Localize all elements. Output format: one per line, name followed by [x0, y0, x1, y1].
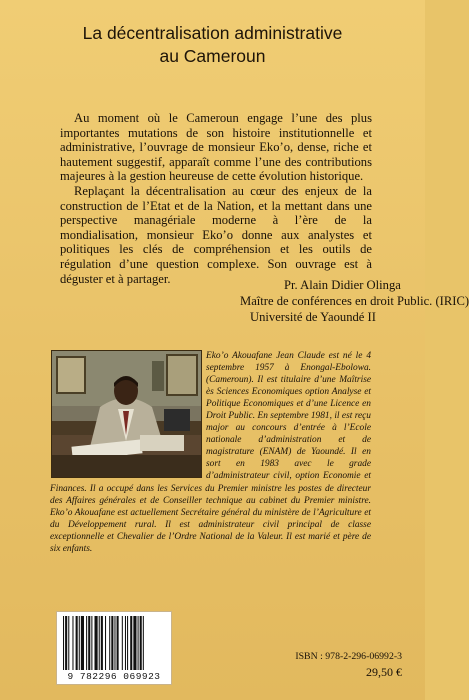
- author-bio: [50, 350, 371, 555]
- barcode-bar: [114, 616, 115, 670]
- blurb-paragraph: Replaçant la décentralisation au cœur des enjeux de la construction de l’Etat et de la Nation, et la mettant dans une perspective managériale moderne à l’ère de la mondialisation, monsieur Eko’o donne aux analystes et politiques les clés de compréhension et les outils de régulation d’une question complexe. Son ouvrage est à déguster et à partager.: [60, 183, 372, 286]
- barcode-bar: [133, 616, 136, 670]
- barcode-bar: [125, 616, 126, 670]
- barcode-bar: [68, 616, 69, 670]
- barcode-bar: [109, 616, 110, 670]
- barcode-bar: [140, 616, 142, 670]
- barcode-bar: [72, 616, 73, 670]
- barcode-bar: [76, 616, 78, 670]
- barcode-bar: [79, 616, 80, 670]
- barcode-bar: [101, 616, 103, 670]
- author-bio-body: est né le 4 septembre 1957 à Enongal-Ebolowa. (Cameroun). Il est titulaire d’une Maîtrise ès Sciences Economiques option Analyse et Politique Economiques et d’une Licence en Droit Public. En septembre 1981, il est reçu major au concours d’entrée à l’Ecole nationale d’administration et de magistrature (ENAM) de Yaoundé. Il en sort en 1983 avec le grade d’administrateur civil, option Economie et Finances. Il a occupé dans les Services du Premier ministre les postes de directeur des Affaires générales et de Conseiller technique au cabinet du Premier ministre. Eko’o Akouafane est actuellement Secrétaire général du ministère de l’Agriculture et du Développement rural. Il est administrateur civil principal de classe exceptionnelle et Chevalier de l’Ordre National de la Valeur. Il est marié et père de six enfants.: [50, 351, 372, 554]
- barcode-bar: [130, 616, 132, 670]
- barcode-bar: [127, 616, 128, 670]
- barcode-bar: [111, 616, 113, 670]
- barcode-bar: [138, 616, 139, 670]
- barcode: [56, 611, 172, 685]
- barcode-digits: 9 782296 069923: [67, 671, 161, 682]
- barcode-bars: [57, 612, 171, 672]
- barcode-bar: [122, 616, 123, 670]
- blurb-paragraph: Au moment où le Cameroun engage l’une des plus importantes mutations de son histoire institutionnelle et administrative, l’ouvrage de monsieur Eko’o, dense, riche et hautement suggestif, apparaît comme l’une des contributions majeures à la gestion heureuse de cette évolution historique.: [60, 111, 372, 184]
- price: 29,50 €: [366, 665, 402, 679]
- signature-role: Maître de conférences en droit Public. (IRIC): [240, 293, 469, 308]
- blurb: [60, 111, 372, 286]
- barcode-bar: [95, 616, 98, 670]
- barcode-bar: [86, 616, 87, 670]
- barcode-bar: [91, 616, 92, 670]
- book-title-line-2: au Cameroun: [159, 46, 266, 66]
- blurb-signature: [240, 278, 469, 325]
- book-title-line-1: La décentralisation administrative: [82, 23, 343, 43]
- barcode-bar: [143, 616, 144, 670]
- signature-university: Université de Yaoundé II: [250, 309, 376, 324]
- barcode-bar: [65, 616, 67, 670]
- barcode-bar: [105, 616, 106, 670]
- barcode-bar: [99, 616, 100, 670]
- barcode-bar: [63, 616, 64, 670]
- signature-name: Pr. Alain Didier Olinga: [284, 278, 401, 292]
- barcode-bar: [88, 616, 90, 670]
- barcode-bar: [117, 616, 119, 670]
- isbn: ISBN : 978-2-296-06992-3: [295, 651, 402, 662]
- book-title: [40, 22, 385, 68]
- author-name: Eko’o Akouafane Jean Claude: [206, 351, 325, 361]
- barcode-bar: [81, 616, 84, 670]
